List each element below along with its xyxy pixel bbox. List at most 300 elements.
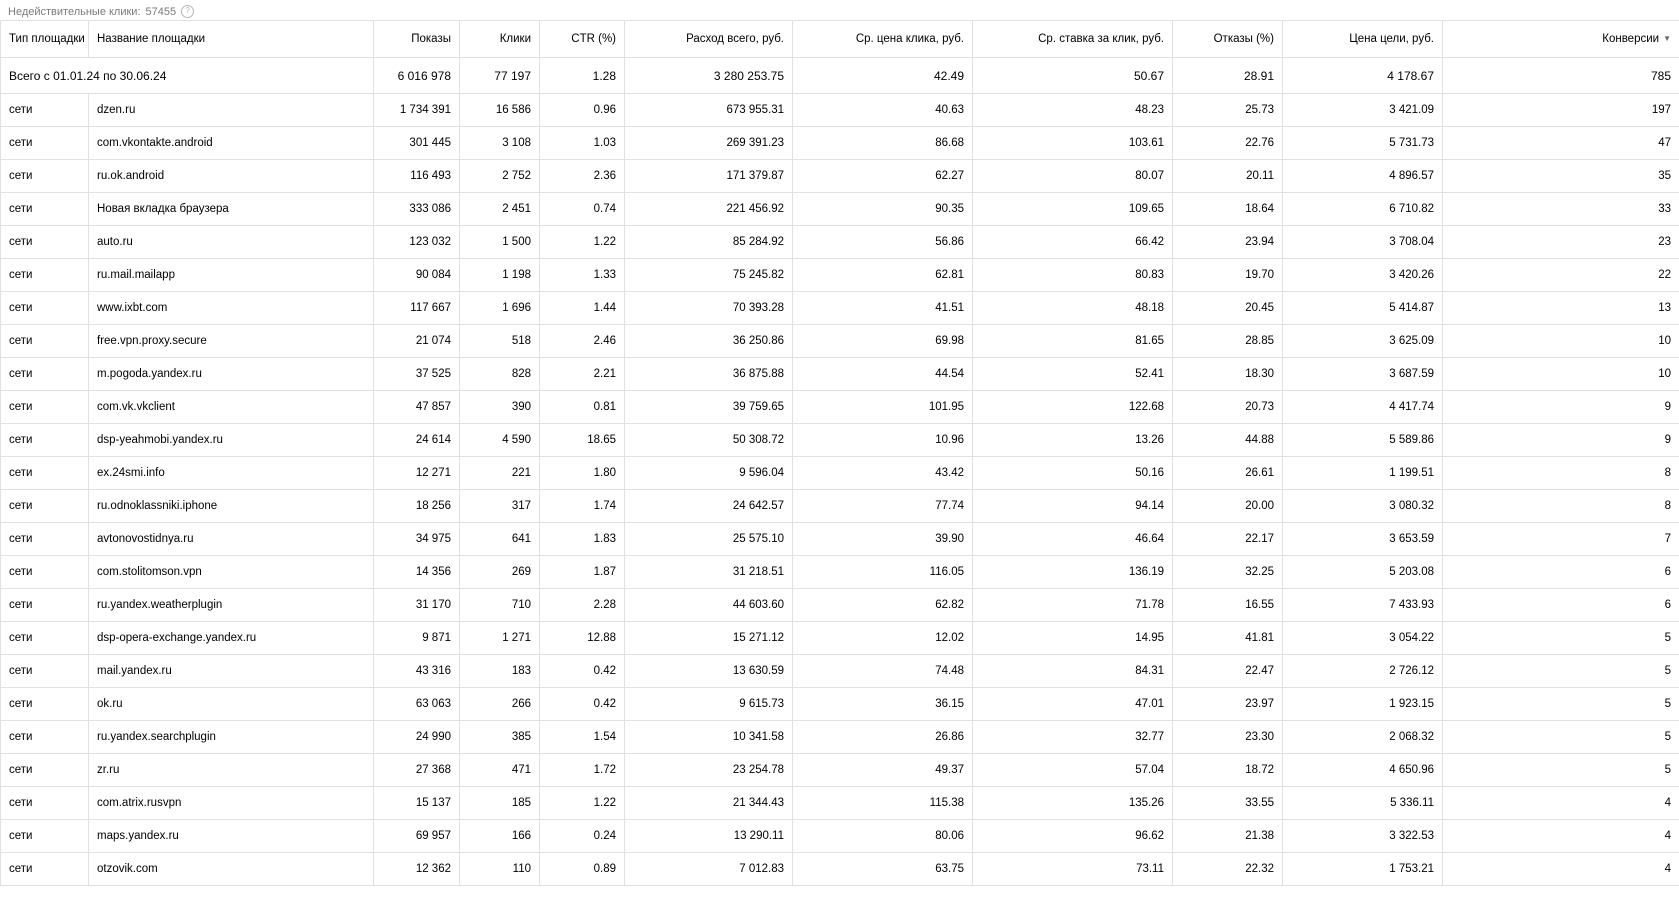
cell-metric-6: 44.54 (793, 358, 973, 391)
cell-placement-type: сети (1, 688, 89, 721)
cell-metric-2: 24 990 (374, 721, 460, 754)
cell-placement-name: dsp-opera-exchange.yandex.ru (89, 622, 374, 655)
cell-metric-7: 50.16 (973, 457, 1173, 490)
cell-placement-name: ru.yandex.searchplugin (89, 721, 374, 754)
cell-metric-2: 18 256 (374, 490, 460, 523)
cell-metric-8: 41.81 (1173, 622, 1283, 655)
cell-metric-10: 47 (1443, 127, 1679, 160)
cell-placement-type: сети (1, 391, 89, 424)
table-row[interactable] (1, 622, 1679, 655)
cell-metric-3: 266 (460, 688, 540, 721)
cell-metric-8: 20.73 (1173, 391, 1283, 424)
column-header-2[interactable]: Показы (374, 21, 460, 58)
cell-metric-4: 0.81 (540, 391, 625, 424)
cell-placement-type: сети (1, 490, 89, 523)
cell-metric-5: 24 642.57 (625, 490, 793, 523)
cell-placement-type: сети (1, 655, 89, 688)
cell-metric-5: 13 630.59 (625, 655, 793, 688)
table-row[interactable] (1, 688, 1679, 721)
cell-metric-2: 12 271 (374, 457, 460, 490)
cell-metric-10: 23 (1443, 226, 1679, 259)
cell-placement-type: сети (1, 556, 89, 589)
cell-placement-type: сети (1, 226, 89, 259)
cell-metric-10: 33 (1443, 193, 1679, 226)
cell-metric-7: 48.18 (973, 292, 1173, 325)
cell-metric-2: 12 362 (374, 853, 460, 886)
table-row[interactable] (1, 160, 1679, 193)
total-value: 28.91 (1173, 58, 1283, 94)
cell-metric-3: 471 (460, 754, 540, 787)
table-head (1, 21, 1679, 58)
cell-metric-5: 70 393.28 (625, 292, 793, 325)
cell-metric-6: 62.82 (793, 589, 973, 622)
cell-metric-7: 48.23 (973, 94, 1173, 127)
cell-metric-6: 26.86 (793, 721, 973, 754)
cell-metric-10: 4 (1443, 787, 1679, 820)
table-total-body (1, 58, 1679, 94)
cell-placement-type: сети (1, 292, 89, 325)
cell-metric-4: 18.65 (540, 424, 625, 457)
cell-placement-type: сети (1, 853, 89, 886)
cell-metric-3: 4 590 (460, 424, 540, 457)
cell-metric-8: 28.85 (1173, 325, 1283, 358)
table-row[interactable] (1, 556, 1679, 589)
cell-metric-9: 5 589.86 (1283, 424, 1443, 457)
total-value: 6 016 978 (374, 58, 460, 94)
table-row[interactable] (1, 523, 1679, 556)
cell-metric-8: 22.47 (1173, 655, 1283, 688)
cell-metric-7: 94.14 (973, 490, 1173, 523)
cell-placement-name: auto.ru (89, 226, 374, 259)
cell-metric-7: 66.42 (973, 226, 1173, 259)
table-row[interactable] (1, 193, 1679, 226)
cell-metric-2: 116 493 (374, 160, 460, 193)
cell-metric-10: 5 (1443, 622, 1679, 655)
cell-metric-5: 171 379.87 (625, 160, 793, 193)
cell-metric-5: 36 875.88 (625, 358, 793, 391)
cell-metric-10: 13 (1443, 292, 1679, 325)
cell-metric-2: 301 445 (374, 127, 460, 160)
cell-metric-2: 1 734 391 (374, 94, 460, 127)
cell-metric-3: 269 (460, 556, 540, 589)
cell-placement-type: сети (1, 325, 89, 358)
cell-metric-6: 80.06 (793, 820, 973, 853)
cell-metric-4: 2.46 (540, 325, 625, 358)
cell-metric-5: 44 603.60 (625, 589, 793, 622)
cell-metric-4: 12.88 (540, 622, 625, 655)
cell-metric-5: 21 344.43 (625, 787, 793, 820)
cell-metric-8: 44.88 (1173, 424, 1283, 457)
cell-metric-4: 0.24 (540, 820, 625, 853)
cell-metric-8: 23.94 (1173, 226, 1283, 259)
cell-metric-7: 122.68 (973, 391, 1173, 424)
cell-placement-type: сети (1, 721, 89, 754)
cell-metric-5: 31 218.51 (625, 556, 793, 589)
cell-placement-name: zr.ru (89, 754, 374, 787)
cell-metric-8: 20.45 (1173, 292, 1283, 325)
table-row[interactable] (1, 589, 1679, 622)
cell-placement-type: сети (1, 457, 89, 490)
table-row[interactable] (1, 721, 1679, 754)
table-row[interactable] (1, 127, 1679, 160)
cell-metric-9: 1 923.15 (1283, 688, 1443, 721)
cell-metric-9: 3 080.32 (1283, 490, 1443, 523)
cell-metric-7: 109.65 (973, 193, 1173, 226)
cell-metric-6: 10.96 (793, 424, 973, 457)
cell-metric-4: 0.89 (540, 853, 625, 886)
total-value: 77 197 (460, 58, 540, 94)
cell-metric-9: 3 653.59 (1283, 523, 1443, 556)
column-header-9[interactable]: Цена цели, руб. (1283, 21, 1443, 58)
cell-metric-10: 8 (1443, 490, 1679, 523)
cell-metric-4: 1.03 (540, 127, 625, 160)
cell-metric-8: 22.17 (1173, 523, 1283, 556)
cell-metric-10: 10 (1443, 325, 1679, 358)
cell-metric-7: 81.65 (973, 325, 1173, 358)
cell-metric-2: 90 084 (374, 259, 460, 292)
column-header-10[interactable]: Конверсии ▼ (1443, 21, 1679, 58)
cell-metric-4: 2.28 (540, 589, 625, 622)
cell-metric-5: 23 254.78 (625, 754, 793, 787)
cell-placement-name: ru.odnoklassniki.iphone (89, 490, 374, 523)
cell-placement-type: сети (1, 754, 89, 787)
cell-metric-3: 385 (460, 721, 540, 754)
cell-metric-4: 1.72 (540, 754, 625, 787)
cell-metric-3: 16 586 (460, 94, 540, 127)
total-value: 42.49 (793, 58, 973, 94)
cell-metric-8: 23.30 (1173, 721, 1283, 754)
cell-metric-6: 62.27 (793, 160, 973, 193)
cell-placement-name: mail.yandex.ru (89, 655, 374, 688)
placements-table-wrap (0, 20, 1679, 886)
cell-metric-5: 50 308.72 (625, 424, 793, 457)
cell-metric-2: 15 137 (374, 787, 460, 820)
cell-metric-9: 5 203.08 (1283, 556, 1443, 589)
cell-metric-7: 73.11 (973, 853, 1173, 886)
cell-metric-8: 18.72 (1173, 754, 1283, 787)
cell-metric-10: 9 (1443, 424, 1679, 457)
cell-metric-8: 25.73 (1173, 94, 1283, 127)
cell-metric-4: 1.22 (540, 787, 625, 820)
cell-metric-5: 7 012.83 (625, 853, 793, 886)
column-header-7[interactable]: Ср. ставка за клик, руб. (973, 21, 1173, 58)
cell-metric-8: 20.11 (1173, 160, 1283, 193)
cell-metric-3: 221 (460, 457, 540, 490)
cell-placement-name: com.vk.vkclient (89, 391, 374, 424)
cell-placement-name: free.vpn.proxy.secure (89, 325, 374, 358)
cell-placement-name: otzovik.com (89, 853, 374, 886)
table-row[interactable] (1, 424, 1679, 457)
cell-metric-5: 13 290.11 (625, 820, 793, 853)
cell-metric-2: 37 525 (374, 358, 460, 391)
cell-metric-2: 43 316 (374, 655, 460, 688)
cell-metric-7: 96.62 (973, 820, 1173, 853)
cell-metric-7: 46.64 (973, 523, 1173, 556)
cell-metric-3: 110 (460, 853, 540, 886)
cell-metric-7: 47.01 (973, 688, 1173, 721)
cell-metric-2: 31 170 (374, 589, 460, 622)
cell-metric-9: 1 199.51 (1283, 457, 1443, 490)
cell-metric-3: 710 (460, 589, 540, 622)
column-header-8[interactable]: Отказы (%) (1173, 21, 1283, 58)
table-total-row (1, 58, 1679, 94)
table-header-row (1, 21, 1679, 58)
cell-placement-name: ru.ok.android (89, 160, 374, 193)
cell-metric-4: 1.33 (540, 259, 625, 292)
column-header-5[interactable]: Расход всего, руб. (625, 21, 793, 58)
table-row[interactable] (1, 820, 1679, 853)
cell-metric-3: 185 (460, 787, 540, 820)
cell-metric-10: 5 (1443, 688, 1679, 721)
table-row[interactable] (1, 754, 1679, 787)
cell-metric-6: 62.81 (793, 259, 973, 292)
cell-metric-5: 39 759.65 (625, 391, 793, 424)
cell-placement-name: dzen.ru (89, 94, 374, 127)
cell-metric-10: 5 (1443, 754, 1679, 787)
total-value: 3 280 253.75 (625, 58, 793, 94)
invalid-clicks-bar (0, 0, 1679, 20)
table-row[interactable] (1, 94, 1679, 127)
cell-metric-4: 0.96 (540, 94, 625, 127)
cell-metric-2: 69 957 (374, 820, 460, 853)
cell-metric-3: 390 (460, 391, 540, 424)
table-row[interactable] (1, 391, 1679, 424)
cell-metric-4: 0.42 (540, 688, 625, 721)
cell-metric-8: 18.64 (1173, 193, 1283, 226)
cell-placement-type: сети (1, 94, 89, 127)
cell-metric-8: 21.38 (1173, 820, 1283, 853)
table-row[interactable] (1, 787, 1679, 820)
cell-metric-2: 123 032 (374, 226, 460, 259)
cell-metric-2: 63 063 (374, 688, 460, 721)
cell-metric-9: 3 687.59 (1283, 358, 1443, 391)
column-header-4[interactable]: CTR (%) (540, 21, 625, 58)
cell-metric-10: 6 (1443, 589, 1679, 622)
cell-placement-type: сети (1, 787, 89, 820)
cell-metric-6: 43.42 (793, 457, 973, 490)
cell-metric-7: 13.26 (973, 424, 1173, 457)
cell-metric-9: 3 420.26 (1283, 259, 1443, 292)
cell-metric-9: 3 322.53 (1283, 820, 1443, 853)
cell-metric-10: 197 (1443, 94, 1679, 127)
cell-metric-6: 115.38 (793, 787, 973, 820)
column-header-1[interactable]: Название площадки (89, 21, 374, 58)
cell-metric-3: 1 696 (460, 292, 540, 325)
cell-metric-3: 2 752 (460, 160, 540, 193)
cell-metric-2: 9 871 (374, 622, 460, 655)
cell-metric-9: 2 726.12 (1283, 655, 1443, 688)
cell-metric-4: 1.22 (540, 226, 625, 259)
cell-metric-10: 6 (1443, 556, 1679, 589)
cell-placement-name: com.atrix.rusvpn (89, 787, 374, 820)
cell-placement-name: com.stolitomson.vpn (89, 556, 374, 589)
cell-metric-7: 136.19 (973, 556, 1173, 589)
total-value: 50.67 (973, 58, 1173, 94)
cell-metric-3: 1 271 (460, 622, 540, 655)
cell-metric-9: 4 896.57 (1283, 160, 1443, 193)
cell-metric-3: 3 108 (460, 127, 540, 160)
total-label: Всего с 01.01.24 по 30.06.24 (1, 58, 374, 94)
cell-metric-6: 39.90 (793, 523, 973, 556)
cell-metric-3: 641 (460, 523, 540, 556)
cell-metric-5: 75 245.82 (625, 259, 793, 292)
cell-placement-name: ru.mail.mailapp (89, 259, 374, 292)
cell-metric-3: 183 (460, 655, 540, 688)
total-value: 785 (1443, 58, 1679, 94)
cell-metric-7: 135.26 (973, 787, 1173, 820)
cell-metric-9: 3 708.04 (1283, 226, 1443, 259)
cell-metric-6: 12.02 (793, 622, 973, 655)
cell-metric-8: 32.25 (1173, 556, 1283, 589)
cell-metric-7: 80.07 (973, 160, 1173, 193)
cell-metric-8: 22.76 (1173, 127, 1283, 160)
cell-metric-4: 2.36 (540, 160, 625, 193)
cell-metric-9: 7 433.93 (1283, 589, 1443, 622)
cell-metric-9: 4 650.96 (1283, 754, 1443, 787)
cell-metric-2: 117 667 (374, 292, 460, 325)
cell-metric-7: 57.04 (973, 754, 1173, 787)
cell-metric-4: 1.44 (540, 292, 625, 325)
cell-metric-2: 333 086 (374, 193, 460, 226)
cell-metric-6: 36.15 (793, 688, 973, 721)
cell-metric-10: 22 (1443, 259, 1679, 292)
cell-placement-name: www.ixbt.com (89, 292, 374, 325)
cell-metric-2: 27 368 (374, 754, 460, 787)
cell-metric-4: 0.42 (540, 655, 625, 688)
cell-metric-7: 32.77 (973, 721, 1173, 754)
cell-metric-10: 7 (1443, 523, 1679, 556)
cell-placement-name: m.pogoda.yandex.ru (89, 358, 374, 391)
table-row[interactable] (1, 292, 1679, 325)
cell-metric-5: 673 955.31 (625, 94, 793, 127)
cell-metric-5: 9 615.73 (625, 688, 793, 721)
cell-metric-3: 2 451 (460, 193, 540, 226)
cell-metric-6: 116.05 (793, 556, 973, 589)
cell-metric-9: 3 421.09 (1283, 94, 1443, 127)
cell-metric-10: 10 (1443, 358, 1679, 391)
cell-metric-10: 9 (1443, 391, 1679, 424)
cell-metric-9: 1 753.21 (1283, 853, 1443, 886)
cell-metric-2: 14 356 (374, 556, 460, 589)
table-row[interactable] (1, 655, 1679, 688)
cell-metric-9: 3 054.22 (1283, 622, 1443, 655)
cell-metric-5: 221 456.92 (625, 193, 793, 226)
cell-metric-9: 2 068.32 (1283, 721, 1443, 754)
total-value: 1.28 (540, 58, 625, 94)
table-body (1, 94, 1679, 886)
cell-metric-10: 8 (1443, 457, 1679, 490)
cell-metric-4: 1.74 (540, 490, 625, 523)
cell-metric-7: 14.95 (973, 622, 1173, 655)
help-icon[interactable]: ? (181, 5, 194, 18)
table-row[interactable] (1, 358, 1679, 391)
cell-metric-7: 103.61 (973, 127, 1173, 160)
cell-metric-10: 5 (1443, 721, 1679, 754)
cell-placement-type: сети (1, 259, 89, 292)
column-header-0[interactable]: Тип площадки (1, 21, 89, 58)
cell-metric-8: 16.55 (1173, 589, 1283, 622)
cell-metric-9: 4 417.74 (1283, 391, 1443, 424)
cell-metric-3: 828 (460, 358, 540, 391)
cell-metric-8: 23.97 (1173, 688, 1283, 721)
column-header-3[interactable]: Клики (460, 21, 540, 58)
cell-placement-type: сети (1, 193, 89, 226)
cell-metric-9: 6 710.82 (1283, 193, 1443, 226)
cell-metric-2: 21 074 (374, 325, 460, 358)
cell-metric-9: 5 414.87 (1283, 292, 1443, 325)
cell-metric-6: 40.63 (793, 94, 973, 127)
cell-metric-3: 518 (460, 325, 540, 358)
cell-metric-6: 90.35 (793, 193, 973, 226)
cell-metric-3: 1 198 (460, 259, 540, 292)
total-value: 4 178.67 (1283, 58, 1443, 94)
cell-metric-4: 1.87 (540, 556, 625, 589)
cell-metric-8: 18.30 (1173, 358, 1283, 391)
invalid-clicks-label: Недействительные клики: (8, 5, 141, 18)
cell-metric-9: 5 336.11 (1283, 787, 1443, 820)
cell-metric-6: 74.48 (793, 655, 973, 688)
cell-metric-4: 1.54 (540, 721, 625, 754)
cell-placement-type: сети (1, 589, 89, 622)
cell-metric-10: 4 (1443, 853, 1679, 886)
table-row[interactable] (1, 259, 1679, 292)
cell-placement-name: ok.ru (89, 688, 374, 721)
cell-placement-name: dsp-yeahmobi.yandex.ru (89, 424, 374, 457)
cell-metric-10: 5 (1443, 655, 1679, 688)
cell-metric-9: 3 625.09 (1283, 325, 1443, 358)
cell-metric-7: 71.78 (973, 589, 1173, 622)
table-row[interactable] (1, 325, 1679, 358)
cell-metric-6: 101.95 (793, 391, 973, 424)
cell-metric-5: 269 391.23 (625, 127, 793, 160)
cell-metric-6: 49.37 (793, 754, 973, 787)
cell-metric-7: 52.41 (973, 358, 1173, 391)
cell-metric-4: 1.80 (540, 457, 625, 490)
cell-placement-type: сети (1, 622, 89, 655)
invalid-clicks-value: 57455 (145, 5, 177, 18)
cell-metric-5: 10 341.58 (625, 721, 793, 754)
cell-metric-3: 166 (460, 820, 540, 853)
table-row[interactable] (1, 457, 1679, 490)
cell-placement-name: ex.24smi.info (89, 457, 374, 490)
cell-placement-name: Новая вкладка браузера (89, 193, 374, 226)
table-row[interactable] (1, 490, 1679, 523)
cell-placement-type: сети (1, 160, 89, 193)
cell-metric-6: 86.68 (793, 127, 973, 160)
cell-metric-5: 36 250.86 (625, 325, 793, 358)
cell-metric-6: 77.74 (793, 490, 973, 523)
cell-placement-name: maps.yandex.ru (89, 820, 374, 853)
column-header-6[interactable]: Ср. цена клика, руб. (793, 21, 973, 58)
table-row[interactable] (1, 853, 1679, 886)
cell-metric-2: 47 857 (374, 391, 460, 424)
cell-placement-type: сети (1, 424, 89, 457)
table-row[interactable] (1, 226, 1679, 259)
cell-placement-name: avtonovostidnya.ru (89, 523, 374, 556)
cell-metric-4: 1.83 (540, 523, 625, 556)
cell-metric-10: 4 (1443, 820, 1679, 853)
cell-metric-6: 69.98 (793, 325, 973, 358)
cell-metric-5: 85 284.92 (625, 226, 793, 259)
placements-table (0, 20, 1679, 886)
cell-metric-8: 19.70 (1173, 259, 1283, 292)
cell-placement-name: ru.yandex.weatherplugin (89, 589, 374, 622)
cell-metric-5: 9 596.04 (625, 457, 793, 490)
cell-placement-type: сети (1, 127, 89, 160)
cell-metric-8: 20.00 (1173, 490, 1283, 523)
cell-metric-4: 2.21 (540, 358, 625, 391)
cell-placement-name: com.vkontakte.android (89, 127, 374, 160)
